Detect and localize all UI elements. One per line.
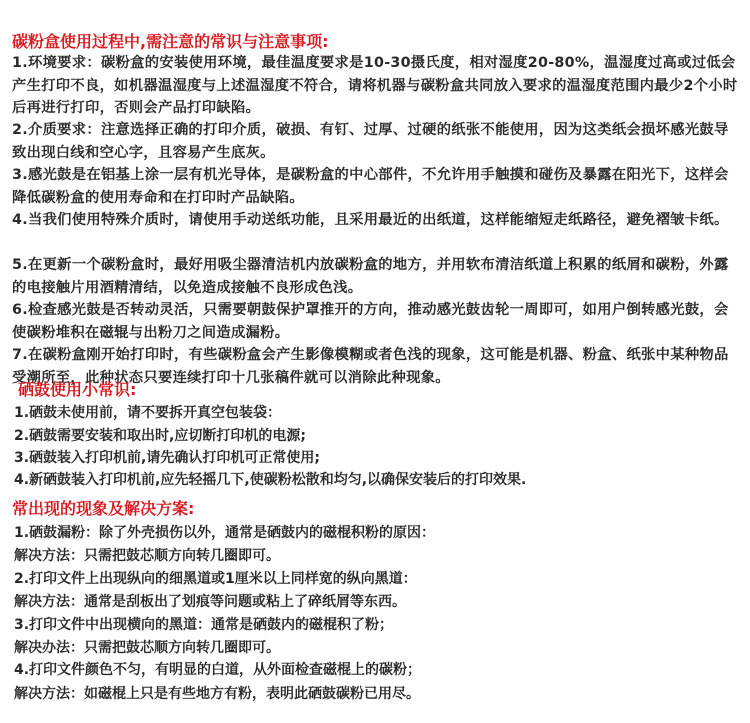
solution-item-4: 解决方法：如磁棍上只是有些地方有粉，表明此硒鼓碳粉已用尽。 <box>14 686 420 702</box>
tip-item-1: 1.硒鼓未使用前，请不要拆开真空包装袋： <box>14 405 282 421</box>
section-title-drum-tips: 硒鼓使用小常识: <box>18 380 137 399</box>
note-item-1: 1.环境要求：碳粉盒的安装使用环境，最佳温度要求是10-30摄氏度，相对湿度20-80%，温湿度过高或过低会产生打印不良，如机器温湿度与上述温湿度不符合，请将机器与碳粉盒共同放入要求的温湿度范围内最少2个小时后再进行打印，否则会产品打印缺陷。 <box>12 55 738 116</box>
note-item-7: 7.在碳粉盒刚开始打印时，有些碳粉盒会产生影像模糊或者色浅的现象，这可能是机器、粉盒、纸张中某种物品受潮所至，此种状态只要连续打印十几张稿件就可以消除此种现象。 <box>12 347 729 386</box>
note-item-4: 4.当我们使用特殊介质时，请使用手动送纸功能，且采用最近的出纸道，这样能缩短走纸路径，避免褶皱卡纸。 <box>12 212 729 228</box>
note-item-6: 6.检查感光鼓是否转动灵活，只需要朝鼓保护罩推开的方向，推动感光鼓齿轮一周即可，如用户倒转感光鼓，会使碳粉堆积在磁辊与出粉刀之间造成漏粉。 <box>12 302 729 341</box>
problem-item-2: 2.打印文件上出现纵向的细黑道或1厘米以上同样宽的纵向黑道： <box>14 571 417 587</box>
solution-item-1: 解决方法：只需把鼓芯顺方向转几圈即可。 <box>14 548 280 564</box>
tip-item-2: 2.硒鼓需要安装和取出时,应切断打印机的电源; <box>14 428 306 444</box>
problem-item-4: 4.打印文件颜色不匀，有明显的白道，从外面检查磁棍上的碳粉； <box>14 662 422 678</box>
solution-item-2: 解决方法：通常是刮板出了划痕等问题或粘上了碎纸屑等东西。 <box>14 594 406 610</box>
tip-item-3: 3.硒鼓装入打印机前,请先确认打印机可正常使用; <box>14 450 320 466</box>
problem-item-1: 1.硒鼓漏粉：除了外壳损伤以外，通常是硒鼓内的磁棍积粉的原因： <box>14 525 436 541</box>
note-item-3: 3.感光鼓是在铝基上涂一层有机光导体，是碳粉盒的中心部件，不允许用手触摸和碰伤及暴露在阳光下，这样会降低碳粉盒的使用寿命和在打印时产品缺陷。 <box>12 167 729 206</box>
problem-item-3: 3.打印文件中出现横向的黑道：通常是硒鼓内的磁棍积了粉； <box>14 617 394 633</box>
note-item-2: 2.介质要求：注意选择正确的打印介质，破损、有钉、过厚、过硬的纸张不能使用，因为这类纸会损坏感光鼓导致出现白线和空心字，且容易产生底灰。 <box>12 122 729 161</box>
solution-item-3: 解决办法：只需把鼓芯顺方向转几圈即可。 <box>14 640 280 656</box>
note-item-5: 5.在更新一个碳粉盒时，最好用吸尘器清洁机内放碳粉盒的地方，并用软布清洁纸道上积累的纸屑和碳粉，外露的电接触片用酒精清结，以免造成接触不良形成色浅。 <box>12 257 729 296</box>
tip-item-4: 4.新硒鼓装入打印机前,应先轻摇几下,使碳粉松散和均匀,以确保安装后的打印效果. <box>14 472 527 488</box>
section-title-solutions: 常出现的现象及解决方案: <box>12 499 195 518</box>
section-title-notes: 碳粉盒使用过程中,需注意的常识与注意事项: <box>12 32 329 51</box>
